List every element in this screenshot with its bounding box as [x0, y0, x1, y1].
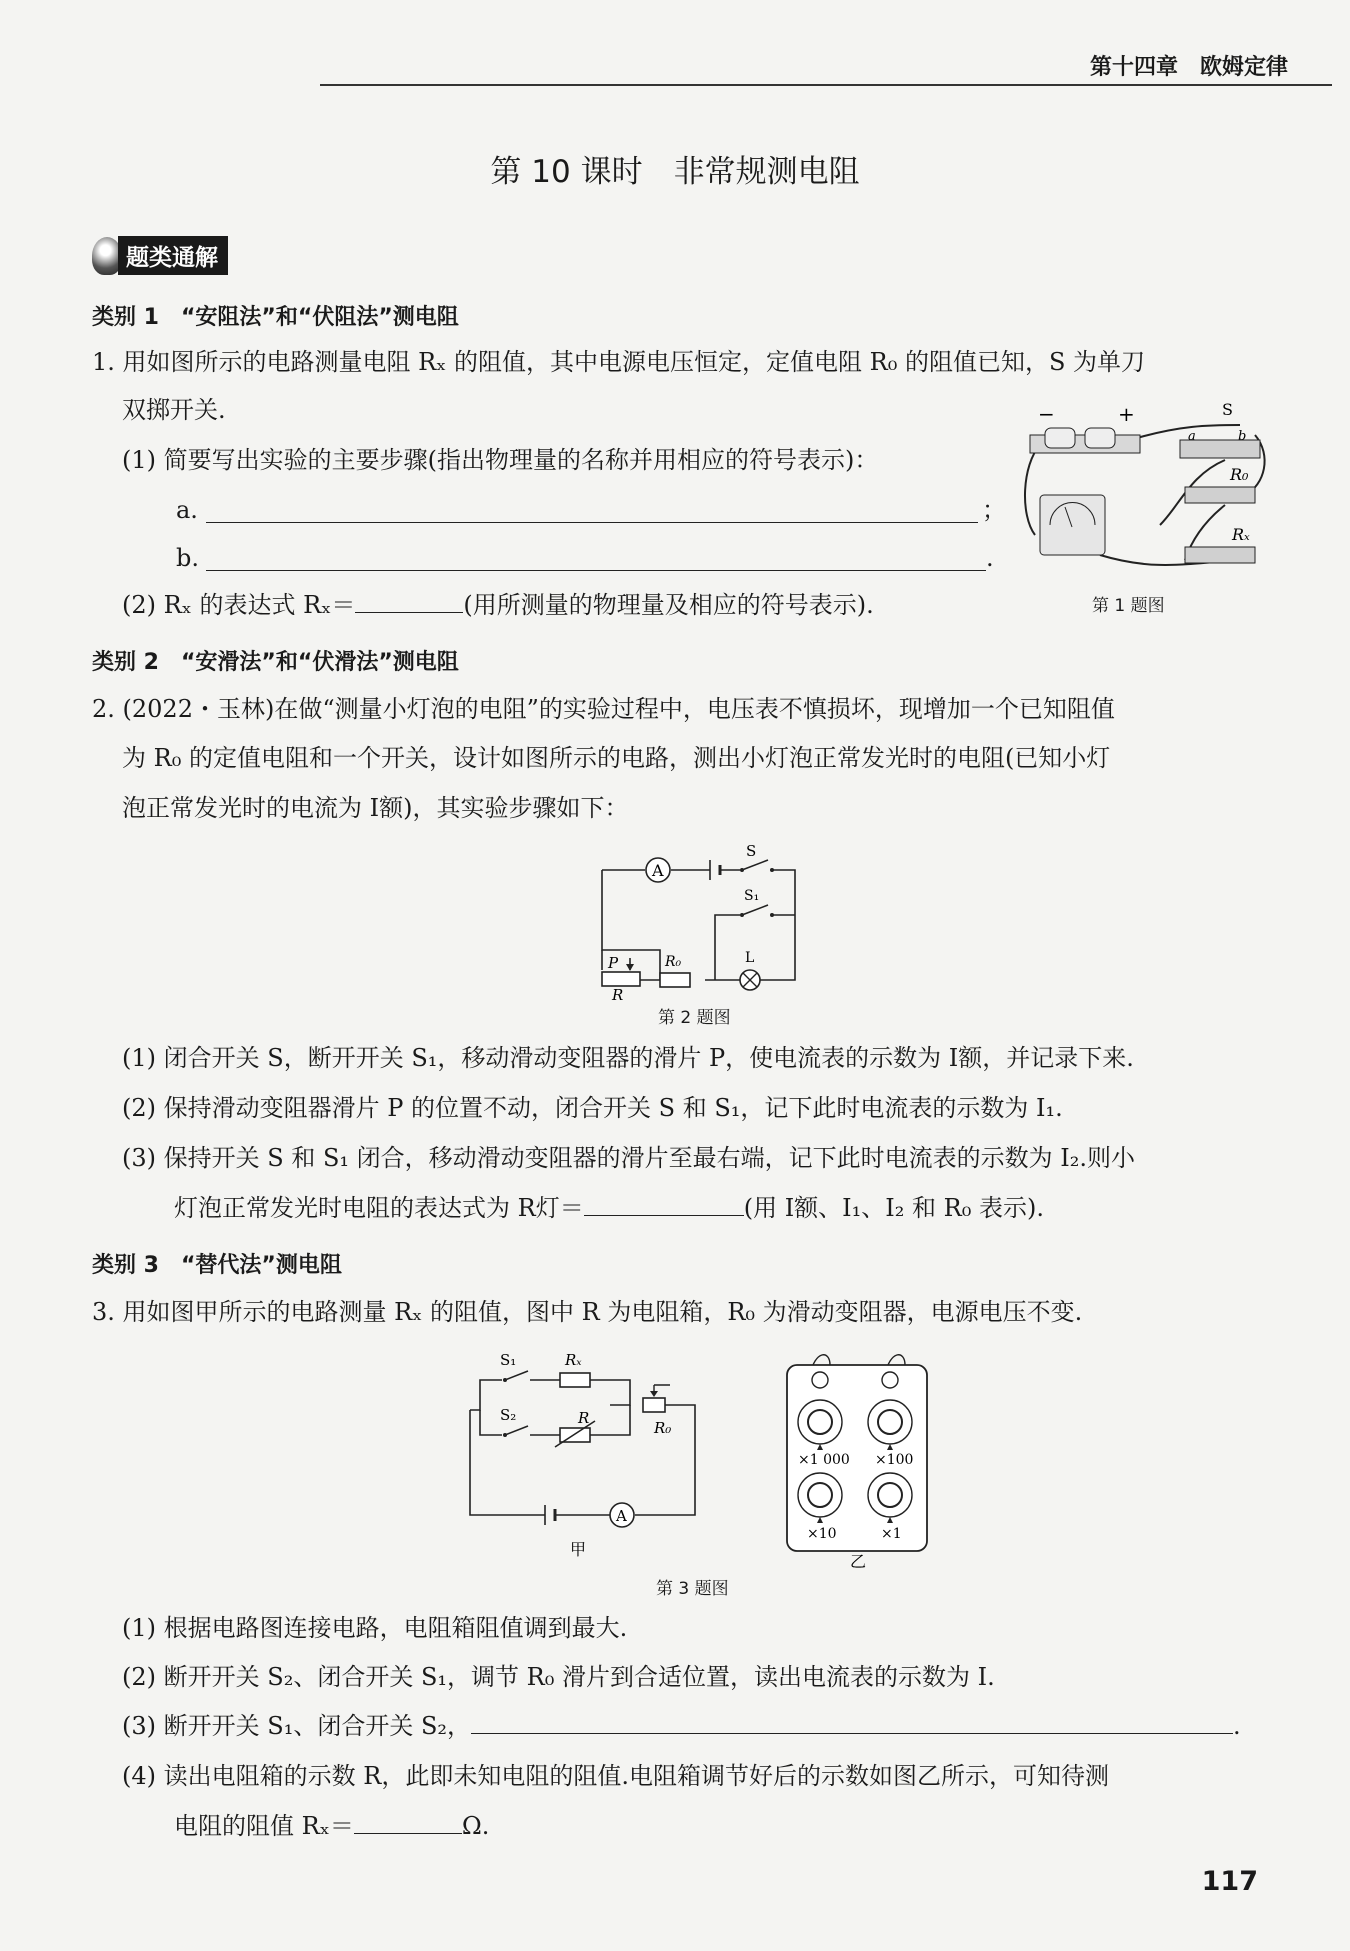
- slider-arrow: [650, 1391, 658, 1397]
- q3-step2: (2) 断开开关 S₂、闭合开关 S₁，调节 R₀ 滑片到合适位置，读出电流表的示数为 I.: [122, 1663, 995, 1691]
- terminal-b-label: b: [1238, 429, 1247, 444]
- ammeter-label: A: [616, 1507, 627, 1525]
- q1-step-b-end: .: [986, 544, 994, 572]
- q1-text-line1: 1. 用如图所示的电路测量电阻 Rₓ 的阻值，其中电源电压恒定，定值电阻 R₀ 的阻值已知，S 为单刀: [92, 348, 1146, 376]
- rx-label: Rₓ: [565, 1351, 582, 1369]
- q3-step4-line2: [174, 1811, 489, 1841]
- x100-label: ×100: [875, 1452, 914, 1468]
- section-banner: [92, 236, 228, 275]
- category-2-heading: 类别 2 “安滑法”和“伏滑法”测电阻: [92, 650, 459, 675]
- minus-label: −: [1038, 402, 1055, 426]
- chapter-header: 第十四章 欧姆定律: [1089, 55, 1288, 80]
- upper-branch-wire: [470, 1380, 630, 1410]
- x10-label: ×10: [807, 1526, 837, 1542]
- q1-sub2: [122, 590, 874, 620]
- battery-cell: [1085, 428, 1115, 448]
- r-label: R: [578, 1409, 590, 1427]
- rheostat-r0: [643, 1398, 665, 1412]
- q1-step-a-line[interactable]: [206, 522, 978, 523]
- q2-step3-suffix: (用 I额、I₁、I₂ 和 R₀ 表示).: [743, 1194, 1044, 1222]
- wire: [1025, 445, 1040, 535]
- q2-step2: (2) 保持滑动变阻器滑片 P 的位置不动，闭合开关 S 和 S₁，记下此时电流表的示数为 I₁.: [122, 1094, 1063, 1122]
- q3-step3: [122, 1711, 1241, 1741]
- page-number: 117: [1201, 1866, 1258, 1897]
- switch-contact: [770, 913, 774, 917]
- ammeter-label: A: [652, 861, 664, 880]
- q2-fig-caption: 第 2 题图: [658, 1008, 731, 1028]
- q3-text-line1: 3. 用如图甲所示的电路测量 Rₓ 的阻值，图中 R 为电阻箱，R₀ 为滑动变阻器，电源电压不变.: [92, 1298, 1083, 1326]
- q1-sub2-prefix: (2) Rₓ 的表达式 Rₓ＝: [122, 591, 356, 619]
- r0-label: R₀: [654, 1419, 672, 1437]
- terminal-a-label: a: [1188, 429, 1196, 444]
- yi-label: 乙: [850, 1552, 867, 1570]
- rx-label: Rₓ: [1232, 525, 1250, 544]
- q1-sub1: (1) 简要写出实验的主要步骤(指出物理量的名称并用相应的符号表示)：: [122, 446, 879, 474]
- battery-cell: [1045, 428, 1075, 448]
- s1-label: S₁: [500, 1351, 517, 1369]
- q3-step3-blank[interactable]: [471, 1711, 1233, 1734]
- q1-figure: [1010, 395, 1275, 595]
- switch-contact: [770, 868, 774, 872]
- terminal: [812, 1372, 828, 1388]
- q2-step1: (1) 闭合开关 S，断开开关 S₁，移动滑动变阻器的滑片 P，使电流表的示数为 I额，并记录下来.: [122, 1044, 1134, 1072]
- dial-knob: [878, 1410, 902, 1434]
- category-1-heading: 类别 1 “安阻法”和“伏阻法”测电阻: [92, 305, 459, 330]
- lesson-title: 第 10 课时 非常规测电阻: [490, 154, 860, 190]
- x1-label: ×1: [881, 1526, 902, 1542]
- resistor-r0: [660, 973, 690, 987]
- dial-knob: [808, 1483, 832, 1507]
- q1-step-b-line[interactable]: [206, 570, 986, 571]
- q2-text-line2: 为 R₀ 的定值电阻和一个开关，设计如图所示的电路，测出小灯泡正常发光时的电阻(已知小灯: [122, 744, 1111, 772]
- plus-label: +: [1118, 402, 1135, 426]
- header-rule: [320, 84, 1332, 86]
- q3-step4-suffix: Ω.: [461, 1812, 490, 1840]
- q3-step3-suffix: .: [1233, 1712, 1241, 1740]
- q1-text-line2: 双掷开关.: [122, 396, 226, 424]
- resistor-rx: [560, 1373, 590, 1387]
- jia-label: 甲: [570, 1540, 587, 1559]
- r0-label: R₀: [665, 954, 682, 970]
- dial-knob: [878, 1483, 902, 1507]
- switch-s: [742, 860, 768, 870]
- main-loop-wire: [602, 870, 795, 980]
- p-label: P: [608, 954, 619, 972]
- q1-step-a-label: a.: [176, 496, 198, 524]
- slider-arrow: [626, 964, 634, 971]
- q2-figure: [590, 840, 810, 1000]
- branch-wire: [715, 915, 795, 980]
- s2-label: S₂: [500, 1406, 517, 1424]
- s1-label: S₁: [744, 888, 760, 904]
- q2-step3-line1: (3) 保持开关 S 和 S₁ 闭合，移动滑动变阻器的滑片至最右端，记下此时电流表的示数为 I₂.则小: [122, 1144, 1136, 1172]
- rheostat-slider: [654, 1385, 670, 1395]
- x1000-label: ×1 000: [798, 1452, 850, 1468]
- r0-label: R₀: [1230, 465, 1249, 484]
- q1-fig-caption: 第 1 题图: [1092, 596, 1165, 616]
- rheostat: [602, 972, 640, 986]
- resistor-rx: [1185, 547, 1255, 563]
- q2-step3-prefix: 灯泡正常发光时电阻的表达式为 R灯＝: [174, 1194, 584, 1222]
- q2-answer-blank[interactable]: [584, 1193, 744, 1216]
- r-label: R: [612, 986, 624, 1000]
- switch-s1: [742, 905, 768, 915]
- q1-sub2-suffix: (用所测量的物理量及相应的符号表示).: [463, 591, 874, 619]
- category-3-heading: 类别 3 “替代法”测电阻: [92, 1253, 342, 1278]
- q3-figure-yi: [780, 1340, 940, 1570]
- s-label: S: [746, 842, 757, 860]
- q3-figure-jia: [460, 1345, 710, 1560]
- q1-step-a-end: ；: [982, 496, 1006, 524]
- q3-answer-blank[interactable]: [354, 1811, 462, 1834]
- q2-step3-line2: [174, 1193, 1044, 1223]
- q2-text-line3: 泡正常发光时的电流为 I额)，其实验步骤如下：: [122, 794, 629, 822]
- q1-answer-blank[interactable]: [355, 590, 463, 613]
- q3-step1: (1) 根据电路图连接电路，电阻箱阻值调到最大.: [122, 1614, 628, 1642]
- switch-s1: [505, 1371, 528, 1380]
- switch-label: S: [1222, 400, 1233, 419]
- q2-text-line1: 2. (2022・玉林)在做“测量小灯泡的电阻”的实验过程中，电压表不慎损坏，现增加一个已知阻值: [92, 695, 1115, 723]
- wire: [1130, 425, 1240, 440]
- q3-step4-prefix: 电阻的阻值 Rₓ＝: [174, 1812, 354, 1840]
- q3-fig-caption: 第 3 题图: [656, 1579, 729, 1599]
- switch-s2: [505, 1426, 528, 1435]
- q1-step-b-label: b.: [176, 544, 199, 572]
- q3-step3-prefix: (3) 断开开关 S₁、闭合开关 S₂，: [122, 1712, 472, 1740]
- dial-knob: [808, 1410, 832, 1434]
- terminal: [882, 1372, 898, 1388]
- resistor-r0: [1185, 487, 1255, 503]
- q3-step4-line1: (4) 读出电阻箱的示数 R，此即未知电阻的阻值.电阻箱调节好后的示数如图乙所示，可知待测: [122, 1762, 1109, 1790]
- banner-label: 题类通解: [118, 236, 228, 275]
- l-label: L: [745, 950, 755, 966]
